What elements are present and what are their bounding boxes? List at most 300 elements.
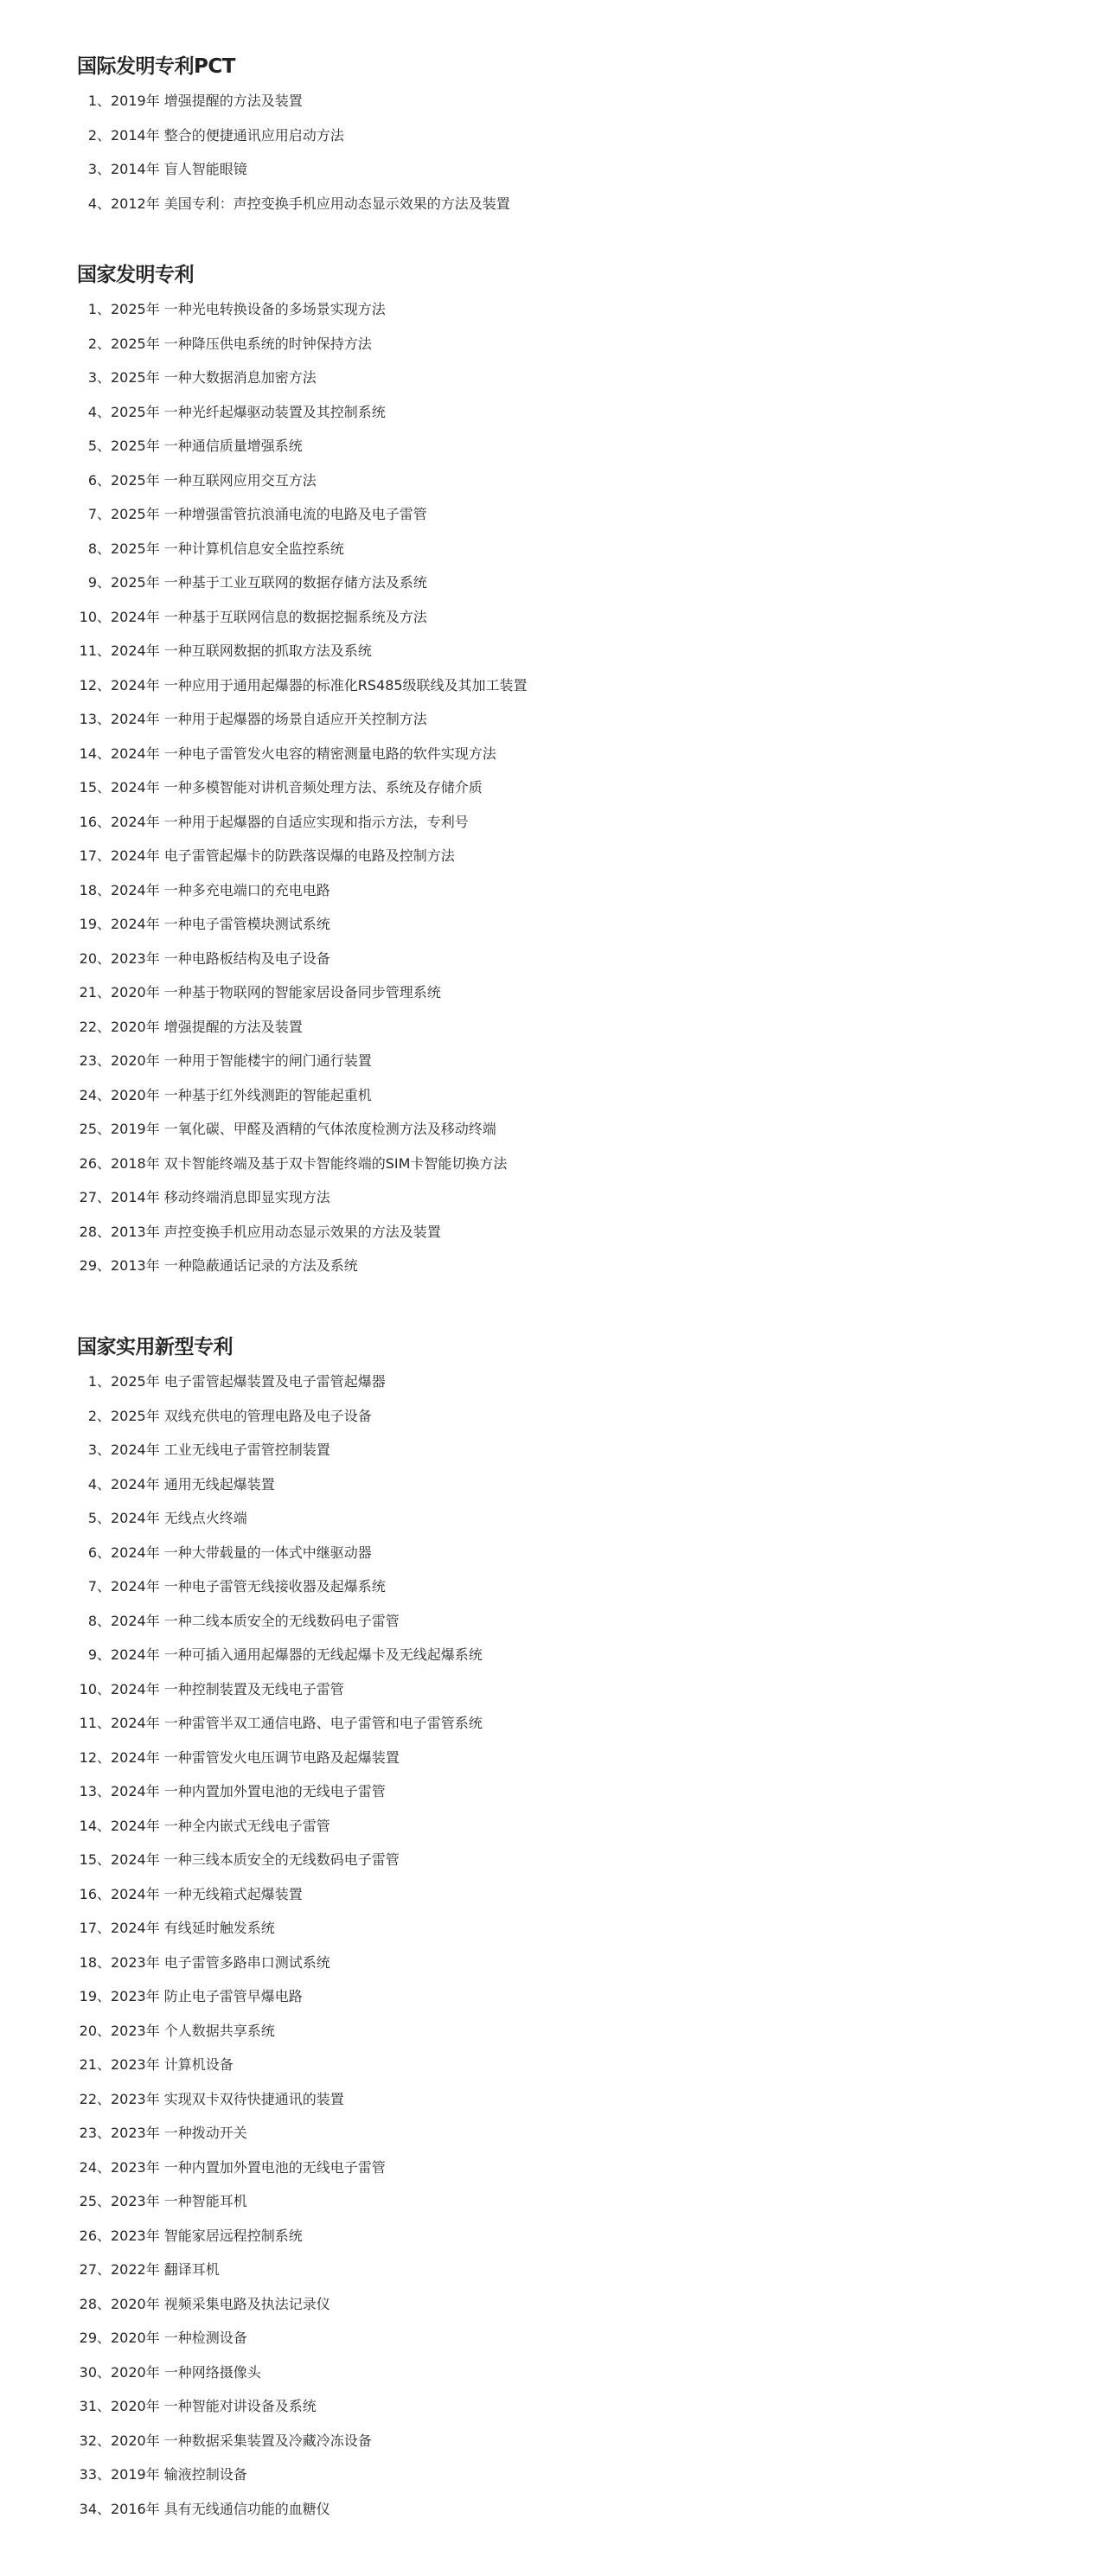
item-number [75, 873, 111, 908]
item-title: 工业无线电子雷管控制装置 [163, 1441, 330, 1458]
item-number-separator: 、 [97, 1817, 112, 1834]
item-number-value: 7 [87, 506, 97, 522]
item-title: 一种电路板结构及电子设备 [163, 949, 330, 967]
item-number-value: 8 [87, 540, 97, 557]
item-number-separator: 、 [97, 1748, 112, 1766]
patent-item [0, 1911, 1107, 1946]
item-year: 2024年 [111, 1885, 160, 1902]
item-year: 2023年 [111, 2193, 160, 2209]
item-number-separator: 、 [97, 2432, 112, 2449]
item-year: 2014年 [111, 126, 160, 144]
item-year: 2024年 [111, 881, 160, 898]
item-number-separator: 、 [97, 1920, 112, 1936]
patent-item [0, 1809, 1107, 1844]
item-year: 2023年 [111, 2125, 160, 2141]
item-title: 一种检测设备 [163, 2330, 247, 2346]
item-number [75, 292, 111, 327]
item-year: 2025年 [111, 369, 160, 386]
item-year: 2025年 [111, 574, 160, 591]
item-number [75, 1946, 111, 1980]
item-title: 整合的便捷通讯应用启动方法 [163, 126, 344, 144]
item-number-separator: 、 [97, 1851, 112, 1868]
item-title: 个人数据共享系统 [163, 2022, 275, 2039]
patent-item [0, 1180, 1107, 1215]
patent-item [0, 1501, 1107, 1536]
item-title: 一种计算机信息安全监控系统 [163, 540, 344, 557]
item-number-separator: 、 [97, 1223, 112, 1240]
item-number [75, 361, 111, 395]
item-title: 一种网络摄像头 [163, 2363, 261, 2381]
item-number-separator: 、 [97, 1612, 112, 1629]
item-number [75, 429, 111, 463]
item-number [75, 497, 111, 532]
patent-item [0, 2458, 1107, 2492]
item-number-separator: 、 [97, 1018, 112, 1035]
item-year: 2018年 [111, 1154, 160, 1172]
item-number [75, 463, 111, 498]
item-number-separator: 、 [97, 574, 112, 591]
item-title: 双线充供电的管理电路及电子设备 [163, 1407, 372, 1424]
item-number-separator: 、 [97, 506, 112, 522]
item-number [75, 327, 111, 361]
item-number-value: 20 [79, 949, 97, 967]
item-number-separator: 、 [97, 2363, 112, 2381]
patent-item [0, 1399, 1107, 1434]
item-number-separator: 、 [97, 93, 112, 109]
item-number [75, 634, 111, 668]
item-number [75, 2151, 111, 2185]
item-year: 2024年 [111, 1783, 160, 1799]
item-title: 一种降压供电系统的时钟保持方法 [163, 335, 372, 352]
item-title: 一种雷管半双工通信电路、电子雷管和电子雷管系统 [163, 1715, 483, 1731]
item-title: 一种基于物联网的智能家居设备同步管理系统 [163, 984, 441, 1000]
item-year: 2023年 [111, 2158, 160, 2176]
item-title: 有线延时触发系统 [163, 1920, 275, 1936]
item-number [75, 1706, 111, 1741]
patent-item [0, 907, 1107, 942]
item-number [75, 1365, 111, 1399]
item-number-value: 14 [79, 1817, 97, 1834]
item-title: 盲人智能眼镜 [163, 161, 247, 177]
item-year: 2013年 [111, 1257, 160, 1274]
item-number-separator: 、 [97, 2022, 112, 2039]
item-number-separator: 、 [97, 301, 112, 317]
item-year: 2024年 [111, 711, 160, 727]
item-title: 一种通信质量增强系统 [163, 438, 303, 454]
item-number [75, 2014, 111, 2049]
patent-item [0, 2389, 1107, 2424]
patent-item [0, 532, 1107, 566]
item-year: 2016年 [111, 2500, 160, 2517]
item-title: 一种应用于通用起爆器的标准化RS485级联线及其加工装置 [163, 676, 528, 694]
item-number [75, 1536, 111, 1570]
item-number-separator: 、 [97, 1475, 112, 1493]
item-number-value: 32 [79, 2432, 97, 2449]
item-title: 一种控制装置及无线电子雷管 [163, 1680, 344, 1697]
patent-item [0, 1569, 1107, 1604]
item-number-separator: 、 [97, 471, 112, 489]
item-title: 一种全内嵌式无线电子雷管 [163, 1817, 330, 1834]
item-number-value: 3 [87, 1441, 97, 1458]
item-title: 一种光电转换设备的多场景实现方法 [163, 301, 386, 317]
item-number-separator: 、 [97, 2125, 112, 2141]
item-year: 2023年 [111, 2090, 160, 2107]
item-number-separator: 、 [97, 2193, 112, 2209]
item-title: 电子雷管起爆装置及电子雷管起爆器 [163, 1373, 386, 1390]
patent-item [0, 634, 1107, 668]
item-number-separator: 、 [97, 540, 112, 557]
patent-item [0, 1774, 1107, 1809]
item-number-value: 18 [79, 881, 97, 898]
patent-item [0, 702, 1107, 737]
patent-item [0, 1433, 1107, 1467]
item-year: 2025年 [111, 540, 160, 557]
patent-item [0, 1078, 1107, 1113]
patent-item [0, 770, 1107, 805]
patent-item [0, 1112, 1107, 1147]
item-title: 一种基于红外线测距的智能起重机 [163, 1086, 372, 1103]
item-number-value: 10 [79, 608, 97, 625]
item-number [75, 2355, 111, 2390]
item-number [75, 152, 111, 187]
item-number-separator: 、 [97, 438, 112, 454]
item-title: 一种互联网数据的抓取方法及系统 [163, 642, 372, 659]
item-number-value: 5 [87, 438, 97, 454]
item-number [75, 1604, 111, 1639]
item-year: 2024年 [111, 1680, 160, 1697]
item-number-separator: 、 [97, 1544, 112, 1561]
patent-item [0, 292, 1107, 327]
section-pct-patents [0, 49, 1107, 221]
item-year: 2024年 [111, 779, 160, 796]
item-number [75, 395, 111, 430]
item-number-separator: 、 [97, 403, 112, 420]
item-number [75, 1433, 111, 1467]
item-number-separator: 、 [97, 949, 112, 967]
item-number-separator: 、 [97, 2158, 112, 2176]
item-year: 2020年 [111, 2295, 160, 2312]
item-number-value: 2 [87, 126, 97, 144]
item-year: 2024年 [111, 745, 160, 762]
item-number [75, 668, 111, 703]
item-number-value: 24 [79, 1086, 97, 1103]
patent-item [0, 1044, 1107, 1078]
item-title: 一种用于起爆器的自适应实现和指示方法，专利号 [163, 813, 469, 830]
item-number-separator: 、 [97, 984, 112, 1000]
item-number [75, 2082, 111, 2117]
item-number [75, 1843, 111, 1877]
item-year: 2024年 [111, 1544, 160, 1561]
item-number-separator: 、 [97, 1257, 112, 1274]
item-number [75, 942, 111, 976]
item-title: 一种内置加外置电池的无线电子雷管 [163, 2158, 386, 2176]
item-number [75, 1809, 111, 1844]
item-number [75, 1215, 111, 1250]
item-title: 具有无线通信功能的血糖仪 [163, 2500, 330, 2517]
item-number-separator: 、 [97, 2261, 112, 2278]
patent-item [0, 1877, 1107, 1912]
item-number-separator: 、 [97, 161, 112, 177]
item-number-value: 7 [87, 1578, 97, 1595]
item-number-value: 28 [79, 1223, 97, 1240]
section-national-invention-patents [0, 258, 1107, 1283]
item-number [75, 2321, 111, 2355]
patent-item [0, 1979, 1107, 2014]
patent-item [0, 463, 1107, 498]
patent-list [0, 1365, 1107, 2526]
item-number-value: 25 [79, 2193, 97, 2209]
item-number [75, 1741, 111, 1775]
item-number-separator: 、 [97, 2227, 112, 2244]
item-number-value: 33 [79, 2466, 97, 2483]
item-year: 2025年 [111, 506, 160, 522]
item-number [75, 907, 111, 942]
item-year: 2019年 [111, 93, 160, 109]
item-number-separator: 、 [97, 1578, 112, 1595]
patent-item [0, 1843, 1107, 1877]
item-year: 2025年 [111, 471, 160, 489]
item-number-value: 16 [79, 813, 97, 830]
item-year: 2024年 [111, 847, 160, 864]
item-year: 2024年 [111, 1646, 160, 1663]
item-title: 一种多充电端口的充电电路 [163, 881, 330, 898]
item-title: 增强提醒的方法及装置 [163, 1018, 303, 1035]
item-title: 一种电子雷管发火电容的精密测量电路的软件实现方法 [163, 745, 496, 762]
patent-item [0, 2355, 1107, 2390]
item-number-separator: 、 [97, 711, 112, 727]
item-number-value: 12 [79, 1748, 97, 1766]
item-number-value: 4 [87, 403, 97, 420]
item-number-separator: 、 [97, 745, 112, 762]
item-year: 2025年 [111, 1373, 160, 1390]
patent-item [0, 2184, 1107, 2219]
item-number-value: 8 [87, 1612, 97, 1629]
item-number-value: 27 [79, 1189, 97, 1205]
item-year: 2014年 [111, 161, 160, 177]
item-title: 一种数据采集装置及冷藏冷冻设备 [163, 2432, 372, 2449]
item-number-separator: 、 [97, 1885, 112, 1902]
item-title: 计算机设备 [163, 2056, 234, 2073]
item-title: 一种多模智能对讲机音频处理方法、系统及存储介质 [163, 779, 483, 796]
item-number-value: 11 [79, 642, 97, 659]
item-number [75, 84, 111, 118]
item-number-separator: 、 [97, 642, 112, 659]
item-year: 2020年 [111, 2363, 160, 2381]
patent-item [0, 737, 1107, 771]
item-number [75, 2287, 111, 2322]
item-title: 双卡智能终端及基于双卡智能终端的SIM卡智能切换方法 [163, 1154, 508, 1172]
item-number [75, 1180, 111, 1215]
item-number-value: 30 [79, 2363, 97, 2381]
item-title: 视频采集电路及执法记录仪 [163, 2295, 330, 2312]
item-year: 2024年 [111, 608, 160, 625]
item-number [75, 1249, 111, 1283]
item-number-separator: 、 [97, 1510, 112, 1526]
item-year: 2024年 [111, 676, 160, 694]
item-number-value: 13 [79, 711, 97, 727]
item-number-separator: 、 [97, 847, 112, 864]
item-number-value: 9 [87, 1646, 97, 1663]
item-number-value: 17 [79, 847, 97, 864]
item-number-value: 2 [87, 1407, 97, 1424]
item-number-separator: 、 [97, 2295, 112, 2312]
patent-item [0, 839, 1107, 873]
item-title: 一种无线箱式起爆装置 [163, 1885, 303, 1902]
item-number [75, 1399, 111, 1434]
patent-item [0, 118, 1107, 153]
item-year: 2012年 [111, 195, 160, 212]
patent-item [0, 1147, 1107, 1181]
item-number [75, 1112, 111, 1147]
item-number-value: 11 [79, 1715, 97, 1731]
item-title: 输液控制设备 [163, 2466, 247, 2483]
item-title: 一种用于起爆器的场景自适应开关控制方法 [163, 711, 427, 727]
item-title: 无线点火终端 [163, 1510, 247, 1526]
item-number [75, 1044, 111, 1078]
item-number [75, 2048, 111, 2082]
item-number [75, 1467, 111, 1502]
item-number-value: 34 [79, 2500, 97, 2517]
patent-item [0, 600, 1107, 635]
item-number [75, 1078, 111, 1113]
item-number [75, 1010, 111, 1045]
item-number [75, 1638, 111, 1672]
item-number [75, 975, 111, 1010]
item-number-value: 17 [79, 1920, 97, 1936]
item-number [75, 2424, 111, 2458]
item-number-value: 31 [79, 2398, 97, 2414]
item-number [75, 2253, 111, 2287]
item-number-separator: 、 [97, 676, 112, 694]
item-number [75, 770, 111, 805]
item-number-value: 18 [79, 1953, 97, 1971]
item-number-value: 4 [87, 1475, 97, 1493]
item-title: 一种光纤起爆驱动装置及其控制系统 [163, 403, 386, 420]
item-year: 2024年 [111, 916, 160, 932]
item-title: 翻译耳机 [163, 2261, 220, 2278]
patent-item [0, 1215, 1107, 1250]
item-number-separator: 、 [97, 1121, 112, 1137]
item-number-value: 22 [79, 1018, 97, 1035]
item-number-value: 21 [79, 2056, 97, 2073]
item-number-separator: 、 [97, 1407, 112, 1424]
patent-item [0, 395, 1107, 430]
item-number-value: 24 [79, 2158, 97, 2176]
item-number-separator: 、 [97, 2466, 112, 2483]
patent-item [0, 2082, 1107, 2117]
item-number-value: 19 [79, 916, 97, 932]
patent-item [0, 2048, 1107, 2082]
item-title: 一种电子雷管无线接收器及起爆系统 [163, 1578, 386, 1595]
item-title: 一种可插入通用起爆器的无线起爆卡及无线起爆系统 [163, 1646, 483, 1663]
item-year: 2020年 [111, 2398, 160, 2414]
item-number-separator: 、 [97, 195, 112, 212]
item-number [75, 118, 111, 153]
item-number-value: 19 [79, 1988, 97, 2004]
item-year: 2024年 [111, 1475, 160, 1493]
item-title: 通用无线起爆装置 [163, 1475, 275, 1493]
item-number [75, 1147, 111, 1181]
item-number-value: 2 [87, 335, 97, 352]
item-year: 2013年 [111, 1223, 160, 1240]
item-year: 2020年 [111, 1086, 160, 1103]
patent-item [0, 1010, 1107, 1045]
item-number-separator: 、 [97, 1052, 112, 1069]
patent-item [0, 2287, 1107, 2322]
patent-list [0, 84, 1107, 221]
item-number [75, 2116, 111, 2151]
section-utility-model-patents [0, 1330, 1107, 2526]
item-title: 一种用于智能楼宇的闸门通行装置 [163, 1052, 372, 1069]
item-title: 一氧化碳、甲醛及酒精的气体浓度检测方法及移动终端 [163, 1121, 496, 1137]
item-number-separator: 、 [97, 1680, 112, 1697]
item-number-separator: 、 [97, 916, 112, 932]
item-year: 2024年 [111, 813, 160, 830]
item-year: 2024年 [111, 1920, 160, 1936]
patent-item [0, 942, 1107, 976]
patent-item [0, 1365, 1107, 1399]
item-year: 2024年 [111, 1510, 160, 1526]
item-number-separator: 、 [97, 1953, 112, 1971]
item-number-value: 5 [87, 1510, 97, 1526]
item-year: 2024年 [111, 1817, 160, 1834]
item-year: 2025年 [111, 403, 160, 420]
item-title: 一种基于工业互联网的数据存储方法及系统 [163, 574, 427, 591]
item-year: 2024年 [111, 1851, 160, 1868]
item-number-separator: 、 [97, 2398, 112, 2414]
item-number-value: 1 [87, 301, 97, 317]
item-number-value: 20 [79, 2022, 97, 2039]
item-title: 一种二线本质安全的无线数码电子雷管 [163, 1612, 400, 1629]
item-year: 2023年 [111, 2022, 160, 2039]
item-number-value: 23 [79, 1052, 97, 1069]
item-title: 一种基于互联网信息的数据挖掘系统及方法 [163, 608, 427, 625]
item-year: 2019年 [111, 2466, 160, 2483]
item-number-separator: 、 [97, 1783, 112, 1799]
item-number [75, 187, 111, 221]
item-year: 2025年 [111, 438, 160, 454]
item-number-value: 6 [87, 1544, 97, 1561]
item-number-value: 28 [79, 2295, 97, 2312]
item-number-value: 4 [87, 195, 97, 212]
item-title: 一种隐蔽通话记录的方法及系统 [163, 1257, 358, 1274]
item-year: 2024年 [111, 1612, 160, 1629]
item-year: 2023年 [111, 949, 160, 967]
patent-item [0, 566, 1107, 600]
item-number-separator: 、 [97, 1441, 112, 1458]
item-year: 2025年 [111, 1407, 160, 1424]
patent-item [0, 1467, 1107, 1502]
item-title: 一种拨动开关 [163, 2125, 247, 2141]
patent-item [0, 873, 1107, 908]
item-title: 一种三线本质安全的无线数码电子雷管 [163, 1851, 400, 1868]
item-number-value: 16 [79, 1885, 97, 1902]
item-number-separator: 、 [97, 335, 112, 352]
item-year: 2022年 [111, 2261, 160, 2278]
item-number-separator: 、 [97, 1154, 112, 1172]
item-title: 移动终端消息即显实现方法 [163, 1189, 330, 1205]
patent-item [0, 327, 1107, 361]
item-number-value: 10 [79, 1680, 97, 1697]
patent-item [0, 975, 1107, 1010]
item-number [75, 2184, 111, 2219]
item-number-separator: 、 [97, 1715, 112, 1731]
item-title: 智能家居远程控制系统 [163, 2227, 303, 2244]
item-number-value: 22 [79, 2090, 97, 2107]
item-number-separator: 、 [97, 369, 112, 386]
item-title: 一种大数据消息加密方法 [163, 369, 317, 386]
patent-item [0, 1946, 1107, 1980]
